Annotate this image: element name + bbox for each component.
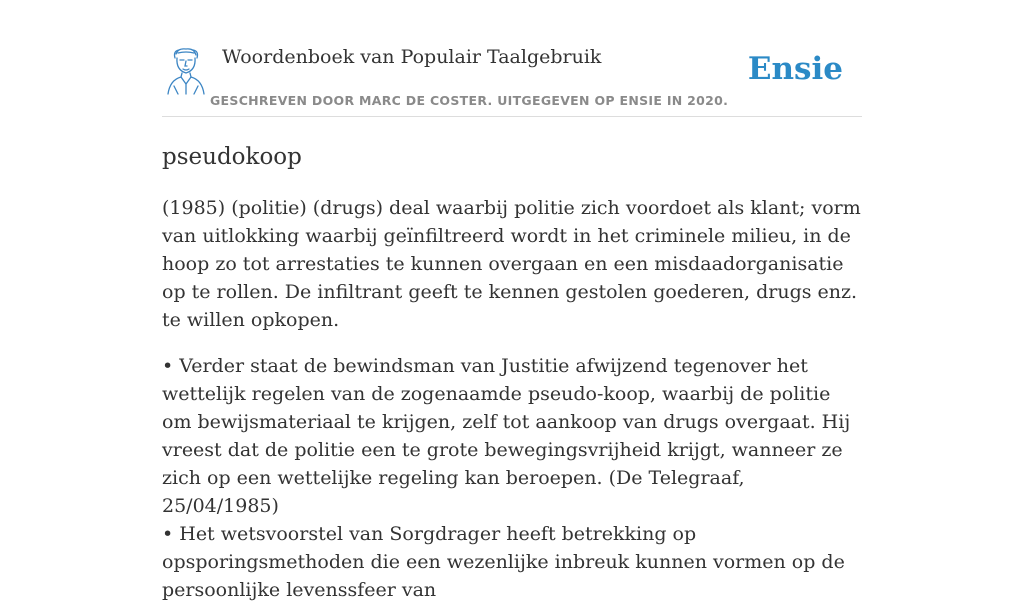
author-byline: GESCHREVEN DOOR MARC DE COSTER. UITGEGEVEN OP ENSIE IN 2020. (210, 93, 729, 108)
ensie-logo-link[interactable]: Ensie (747, 51, 843, 87)
entry-definition: (1985) (politie) (drugs) deal waarbij politie zich voordoet als klant; vorm van uitlokking waarbij geïnfiltreerd wordt in het criminele milieu, in de hoop zo tot arrestaties te kunnen overgaan en een misdaadorganisatie op te rollen. De infiltrant geeft te kennen gestolen goederen, drugs enz. te willen opkopen. (162, 197, 861, 331)
entry-term: pseudokoop (162, 144, 302, 170)
author-portrait-icon (164, 46, 208, 96)
entry-quotes (162, 352, 862, 604)
book-title[interactable]: Woordenboek van Populair Taalgebruik (222, 46, 602, 68)
page-content (162, 0, 862, 604)
book-header (162, 0, 862, 117)
quote-item: • Verder staat de bewindsman van Justitie afwijzend tegenover het wettelijk regelen van de zogenaamde pseudo-koop, waarbij de politie om bewijsmateriaal te krijgen, zelf tot aankoop van drugs overgaat. Hij vreest dat de politie een te grote bewegingsvrijheid krijgt, wanneer ze zich op een wettelijke regeling kan beroepen. (De Telegraaf, 25/04/1985) (162, 355, 851, 517)
quote-item: • Het wetsvoorstel van Sorgdrager heeft betrekking op opsporingsmethoden die een wezenlijke inbreuk kunnen vormen op de persoonlijke levenssfeer van (162, 523, 845, 601)
